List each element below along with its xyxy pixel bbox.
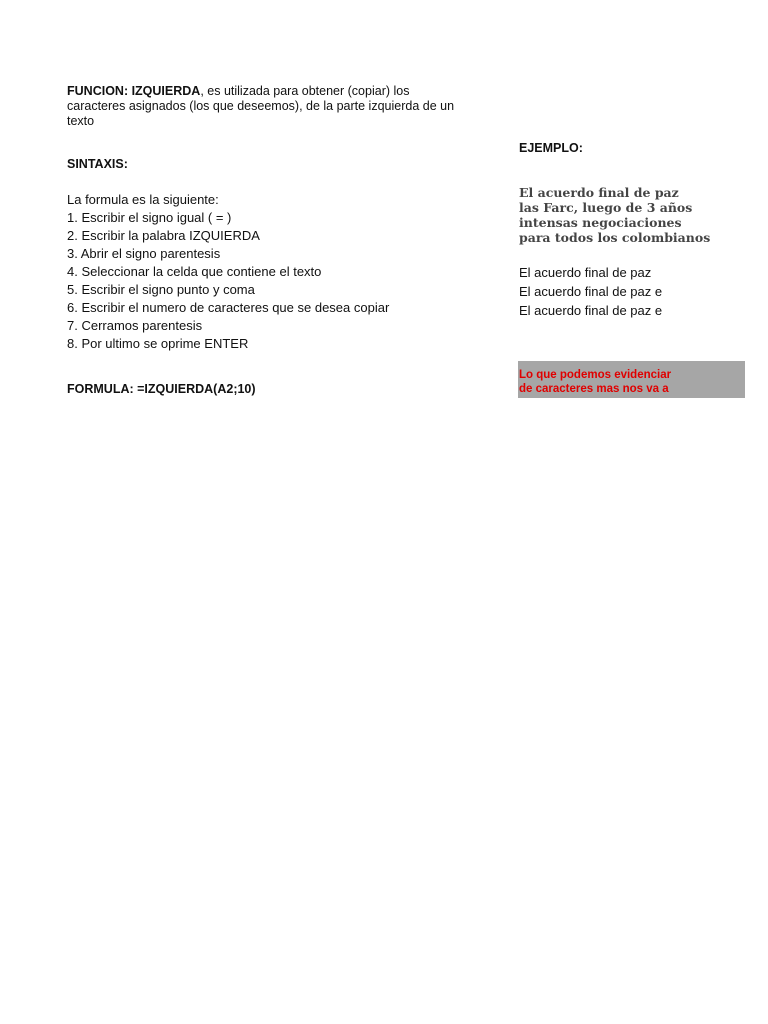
step-item: 8. Por ultimo se oprime ENTER	[67, 336, 249, 351]
example-result: El acuerdo final de paz e	[519, 284, 663, 299]
note-line: de caracteres mas nos va a	[519, 383, 669, 395]
example-result: El acuerdo final de paz	[519, 265, 652, 280]
function-description	[67, 84, 457, 129]
step-item: 2. Escribir la palabra IZQUIERDA	[67, 228, 260, 243]
example-source-text	[519, 185, 711, 245]
step-item: 3. Abrir el signo parentesis	[67, 246, 221, 261]
example-source-line: las Farc, luego de 3 años	[519, 200, 693, 215]
function-label: FUNCION: IZQUIERDA	[67, 84, 201, 98]
steps-list	[67, 191, 389, 353]
example-source-line: intensas negociaciones	[519, 215, 682, 230]
step-item: 5. Escribir el signo punto y coma	[67, 282, 255, 297]
step-item: 4. Seleccionar la celda que contiene el texto	[67, 264, 322, 279]
example-heading: EJEMPLO:	[519, 141, 583, 155]
example-result: El acuerdo final de paz e	[519, 303, 663, 318]
function-description-text: , es utilizada para obtener (copiar) los caracteres asignados (los que deseemos), de la parte izquierda de un texto	[67, 84, 455, 128]
note-line: Lo que podemos evidenciar	[519, 369, 672, 381]
step-item: 7. Cerramos parentesis	[67, 318, 203, 333]
formula-text: FORMULA: =IZQUIERDA(A2;10)	[67, 382, 256, 396]
step-item: 6. Escribir el numero de caracteres que se desea copiar	[67, 300, 390, 315]
steps-intro: La formula es la siguiente:	[67, 192, 219, 207]
syntax-heading: SINTAXIS:	[67, 157, 128, 171]
example-source-line: El acuerdo final de paz	[519, 185, 679, 200]
example-source-line: para todos los colombianos	[519, 230, 711, 245]
note-text	[519, 368, 671, 396]
step-item: 1. Escribir el signo igual ( = )	[67, 210, 232, 225]
